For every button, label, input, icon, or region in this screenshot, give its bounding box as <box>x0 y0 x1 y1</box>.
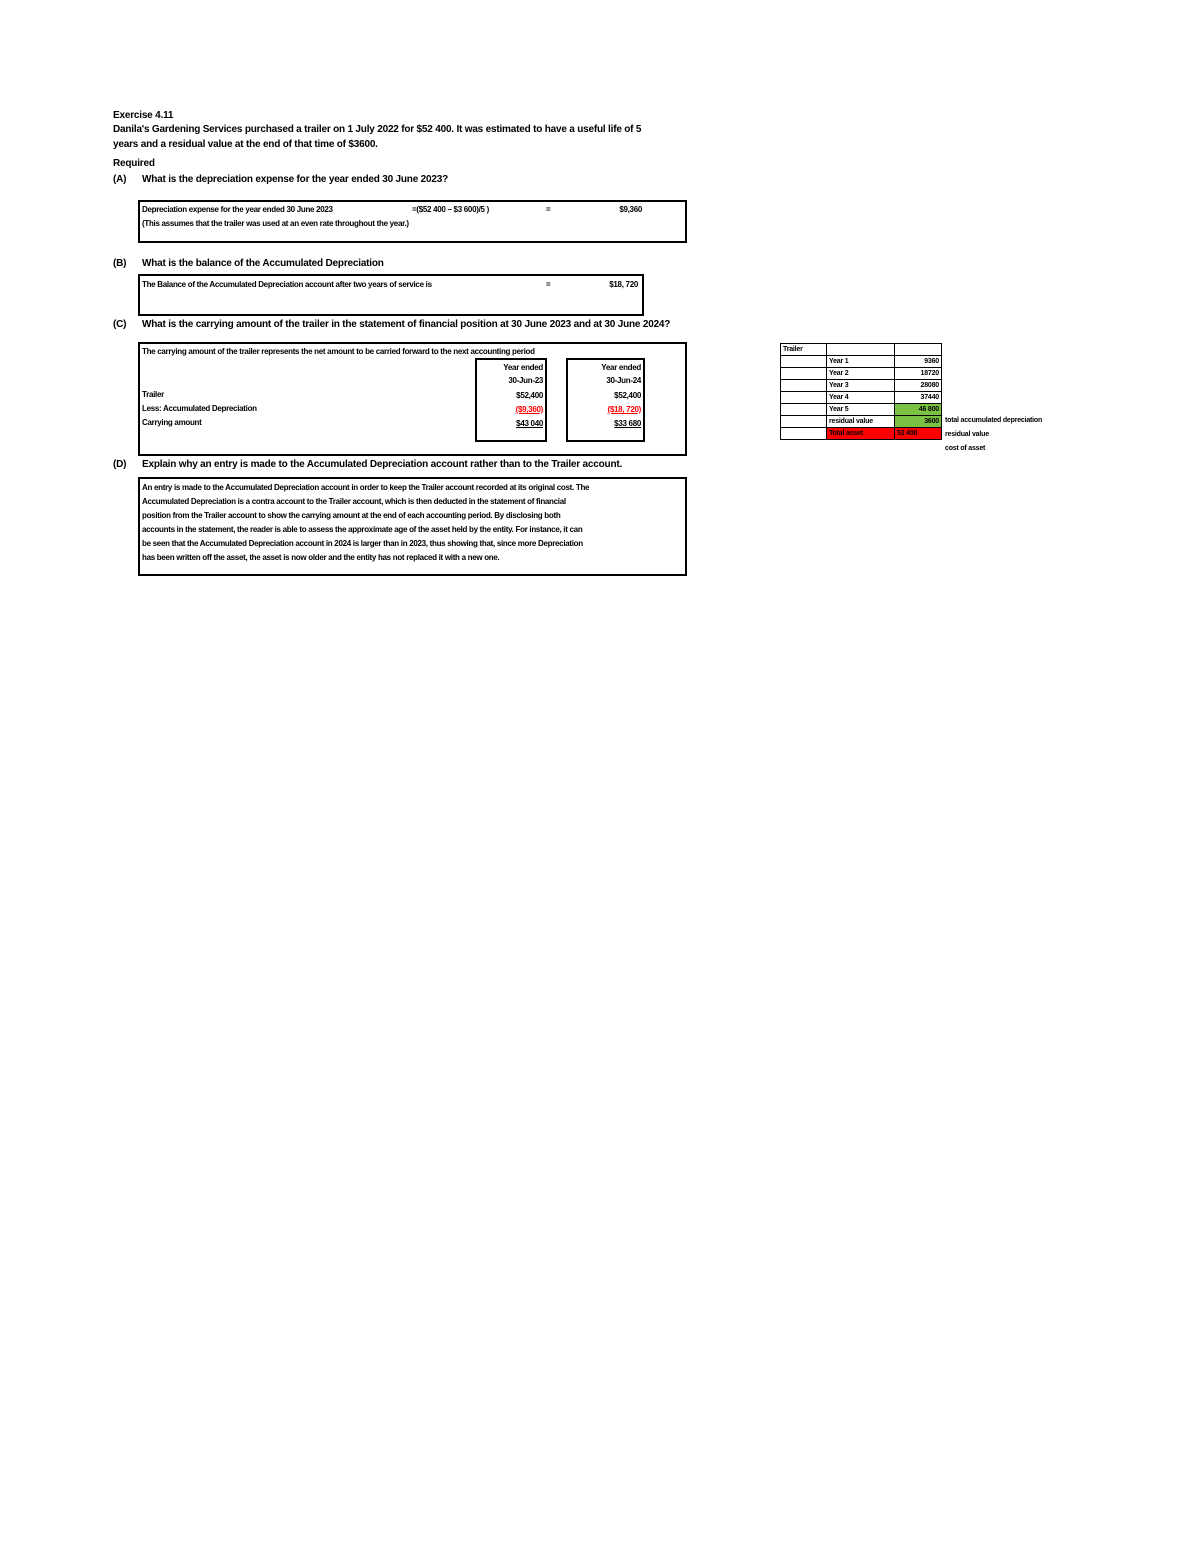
part-d-answer-line: be seen that the Accumulated Depreciation account in 2024 is larger than in 2023, thus showing that, since more Depreciation <box>142 539 583 548</box>
column-2023 <box>475 358 547 442</box>
part-a-line1-text: Depreciation expense for the year ended 30 June 2023 <box>142 205 333 214</box>
row-value-total-asset: 52 400 <box>895 428 942 440</box>
part-b-label: (B) <box>113 258 127 269</box>
col-2023-trailer: $52,400 <box>516 391 543 400</box>
part-d-answer-line: accounts in the statement, the reader is able to assess the approximate age of the asset held by the entity. For instance, it can <box>142 525 583 534</box>
table-row <box>781 392 942 404</box>
part-a-formula: =($52 400 – $3 600)/5 ) <box>412 205 489 214</box>
part-a-value: $9,360 <box>619 205 642 214</box>
part-d-answer-line: position from the Trailer account to show the carrying amount at the end of each accounting period. By disclosing both <box>142 511 561 520</box>
note-cost-of-asset: cost of asset <box>945 445 986 452</box>
part-b-line1-text: The Balance of the Accumulated Depreciation account after two years of service is <box>142 280 432 289</box>
row-label: Year 2 <box>827 368 895 380</box>
col-2024-accum: ($18, 720) <box>607 405 641 414</box>
row-accum-label: Less: Accumulated Depreciation <box>142 404 257 413</box>
row-value: 18720 <box>895 368 942 380</box>
note-residual-value: residual value <box>945 431 989 438</box>
col-2023-accum: ($9,360) <box>515 405 543 414</box>
row-label: Year 5 <box>827 404 895 416</box>
row-value: 28080 <box>895 380 942 392</box>
part-b-question: What is the balance of the Accumulated Depreciation <box>142 258 384 269</box>
part-d-answer-line: has been written off the asset, the asset is now older and the entity has not replaced it with a new one. <box>142 553 500 562</box>
part-d-answer-line: An entry is made to the Accumulated Depreciation account in order to keep the Trailer account recorded at its original cost. The <box>142 483 590 492</box>
row-value: 9360 <box>895 356 942 368</box>
depreciation-side-table <box>780 343 942 440</box>
intro-line-2: years and a residual value at the end of that time of $3600. <box>113 139 378 150</box>
part-d-label: (D) <box>113 459 127 470</box>
part-b-value: $18, 720 <box>609 280 638 289</box>
row-label: Year 3 <box>827 380 895 392</box>
part-a-question: What is the depreciation expense for the year ended 30 June 2023? <box>142 174 448 185</box>
part-a-label: (A) <box>113 174 127 185</box>
table-row <box>781 380 942 392</box>
part-d-question: Explain why an entry is made to the Accumulated Depreciation account rather than to the Trailer account. <box>142 459 623 470</box>
table-row <box>781 428 942 440</box>
part-a-equals: = <box>546 205 551 214</box>
col-2023-header-1: Year ended <box>503 363 543 372</box>
row-carrying-label: Carrying amount <box>142 418 202 427</box>
part-b-equals: = <box>546 280 551 289</box>
row-value-total-accum: 46 800 <box>895 404 942 416</box>
col-2024-carrying: $33 680 <box>614 419 641 428</box>
col-2023-header-2: 30-Jun-23 <box>508 376 543 385</box>
row-value-residual: 3600 <box>895 416 942 428</box>
intro-line-1: Danila's Gardening Services purchased a trailer on 1 July 2022 for $52 400. It was estimated to have a useful life of 5 <box>113 124 642 135</box>
side-table-title: Trailer <box>781 344 827 356</box>
part-c-intro: The carrying amount of the trailer represents the net amount to be carried forward to the next accounting period <box>142 347 535 356</box>
table-row <box>781 368 942 380</box>
part-a-answer-box <box>138 200 687 243</box>
table-row <box>781 344 942 356</box>
table-row <box>781 404 942 416</box>
part-c-label: (C) <box>113 319 127 330</box>
col-2024-header-2: 30-Jun-24 <box>606 376 641 385</box>
part-c-question: What is the carrying amount of the trailer in the statement of financial position at 30 June 2023 and at 30 June 2024? <box>142 319 671 330</box>
row-label: Year 1 <box>827 356 895 368</box>
row-label: Year 4 <box>827 392 895 404</box>
exercise-title: Exercise 4.11 <box>113 110 174 121</box>
row-label-total-asset: Total asset <box>827 428 895 440</box>
part-c-answer-box <box>138 342 687 456</box>
part-d-answer-line: Accumulated Depreciation is a contra account to the Trailer account, which is then deducted in the statement of financial <box>142 497 566 506</box>
col-2023-carrying: $43 040 <box>516 419 543 428</box>
required-label: Required <box>113 158 155 169</box>
row-trailer-label: Trailer <box>142 390 164 399</box>
table-row <box>781 416 942 428</box>
part-d-answer-box <box>138 477 687 576</box>
col-2024-trailer: $52,400 <box>614 391 641 400</box>
part-b-answer-box <box>138 274 644 316</box>
table-row <box>781 356 942 368</box>
row-label: residual value <box>827 416 895 428</box>
note-total-accumulated: total accumulated depreciation <box>945 417 1043 424</box>
row-value: 37440 <box>895 392 942 404</box>
column-2024 <box>566 358 645 442</box>
col-2024-header-1: Year ended <box>601 363 641 372</box>
part-a-line2-text: (This assumes that the trailer was used at an even rate throughout the year.) <box>142 219 409 228</box>
